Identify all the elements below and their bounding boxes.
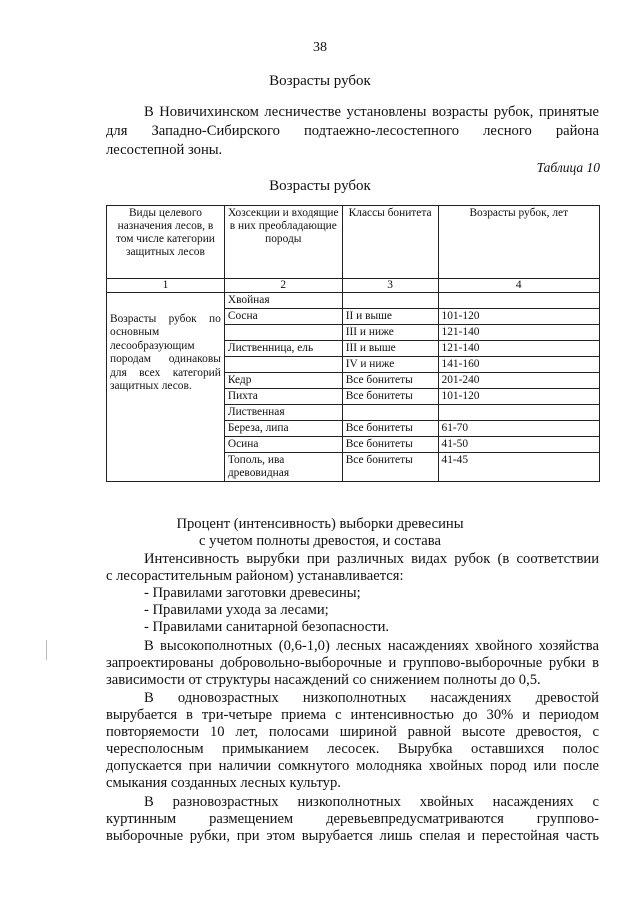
table-header: Виды целевого назначения лесов, в том числе категории защитных лесов [107, 206, 225, 279]
column-number: 1 [107, 279, 225, 293]
paragraph-4-line-3: выборочные рубки, при этом вырубается лишь спелая и перестойная часть [106, 828, 599, 844]
table-cell: III и выше [342, 341, 438, 357]
table-cell: Все бонитеты [342, 453, 438, 482]
table-cell: Все бонитеты [342, 389, 438, 405]
paragraph-4-line-1: В разновозрастных низкополнотных хвойных насаждениях с [144, 794, 599, 810]
paragraph-3-line-6: смыкания созданных лесных культур. [106, 775, 341, 791]
table-cell: 61-70 [438, 421, 600, 437]
bullet-item: - Правилами санитарной безопасности. [144, 619, 390, 635]
table-cell: Лиственная [224, 405, 342, 421]
paragraph-3-line-1: В одновозрастных низкополнотных насаждениях древостой [144, 690, 599, 706]
paragraph-2-line-2: запроектированы добровольно-выборочные и группово-выборочные рубки в [106, 655, 599, 671]
intro-line-3: лесостепной зоны. [106, 142, 223, 158]
table-cell: Осина [224, 437, 342, 453]
bullet-item: - Правилами ухода за лесами; [144, 602, 329, 618]
table-cell: Все бонитеты [342, 437, 438, 453]
table-cell: 121-140 [438, 341, 600, 357]
table-cell: 41-45 [438, 453, 600, 482]
table-cell: 41-50 [438, 437, 600, 453]
paragraph-1-line-1: Интенсивность вырубки при различных видах рубок (в соответствии [144, 551, 599, 567]
table-cell: IV и ниже [342, 357, 438, 373]
table-cell: 201-240 [438, 373, 600, 389]
table-cell: II и выше [342, 309, 438, 325]
table-column-numbers [107, 279, 600, 293]
paragraph-2-line-3: зависимости от структуры насаждений со снижением полноты до 0,5. [106, 672, 541, 688]
table-header-row [107, 206, 600, 279]
column-number: 2 [224, 279, 342, 293]
table-label: Таблица 10 [536, 160, 600, 175]
table-cell [438, 293, 600, 309]
table-row [107, 293, 600, 309]
table-cell: Пихта [224, 389, 342, 405]
merged-purpose-cell: Возрасты рубок по основным лесообразующим породам одинаковы для всех категорий защитных лесов. [107, 309, 225, 482]
column-number: 3 [342, 279, 438, 293]
table-cell: Кедр [224, 373, 342, 389]
intro-line-1: В Новичихинском лесничестве установлены возрасты рубок, принятые [144, 104, 599, 120]
table-cell [342, 405, 438, 421]
table-cell: 101-120 [438, 389, 600, 405]
table-cell [342, 293, 438, 309]
table-cell [438, 405, 600, 421]
table-cell: Все бонитеты [342, 421, 438, 437]
page-number: 38 [313, 40, 327, 55]
table-header: Возрасты рубок, лет [438, 206, 600, 279]
paragraph-3-line-4: чересполосным примыканием лесосек. Вырубка оставшихся полос [106, 741, 599, 757]
paragraph-3-line-5: допускается при наличии сомкнутого молодняка хвойных пород или после [106, 758, 599, 774]
table-caption: Возрасты рубок [269, 178, 371, 194]
cutting-age-table [106, 205, 600, 482]
table-cell [224, 357, 342, 373]
intro-line-2: для Западно-Сибирского подтаежно-лесостепного лесного района [106, 123, 599, 139]
paragraph-3-line-3: повторяемости 10 лет, полосами шириной равной высоте древостоя, с [106, 724, 599, 740]
paragraph-2-line-1: В высокополнотных (0,6-1,0) лесных насаждениях хвойного хозяйства [144, 638, 599, 654]
paragraph-4-line-2: куртинным размещением деревьевпредусматриваются группово- [106, 811, 599, 827]
bullet-item: - Правилами заготовки древесины; [144, 585, 361, 601]
table-cell: 101-120 [438, 309, 600, 325]
table-cell [224, 325, 342, 341]
paragraph-3-line-2: вырубается в три-четыре приема с интенсивностью до 30% и периодом [106, 707, 599, 723]
table-cell: III и ниже [342, 325, 438, 341]
table-cell: Тополь, ива древовидная [224, 453, 342, 482]
table-cell: Сосна [224, 309, 342, 325]
section-title-line-1: Процент (интенсивность) выборки древесины [176, 516, 464, 532]
paragraph-1-line-2: с лесорастительным районом) устанавливается: [106, 568, 404, 584]
table-header: Хозсекции и входящие в них преобладающие породы [224, 206, 342, 279]
section-title-line-2: с учетом полноты древостоя, и состава [199, 533, 441, 549]
table-cell: Лиственница, ель [224, 341, 342, 357]
table-cell: 141-160 [438, 357, 600, 373]
table-cell: Все бонитеты [342, 373, 438, 389]
table-cell: Береза, липа [224, 421, 342, 437]
table-row [107, 309, 600, 325]
scan-margin-mark [46, 640, 47, 660]
column-number: 4 [438, 279, 600, 293]
table-cell: Хвойная [224, 293, 342, 309]
table-header: Классы бонитета [342, 206, 438, 279]
table-cell: 121-140 [438, 325, 600, 341]
page-heading: Возрасты рубок [269, 73, 371, 89]
